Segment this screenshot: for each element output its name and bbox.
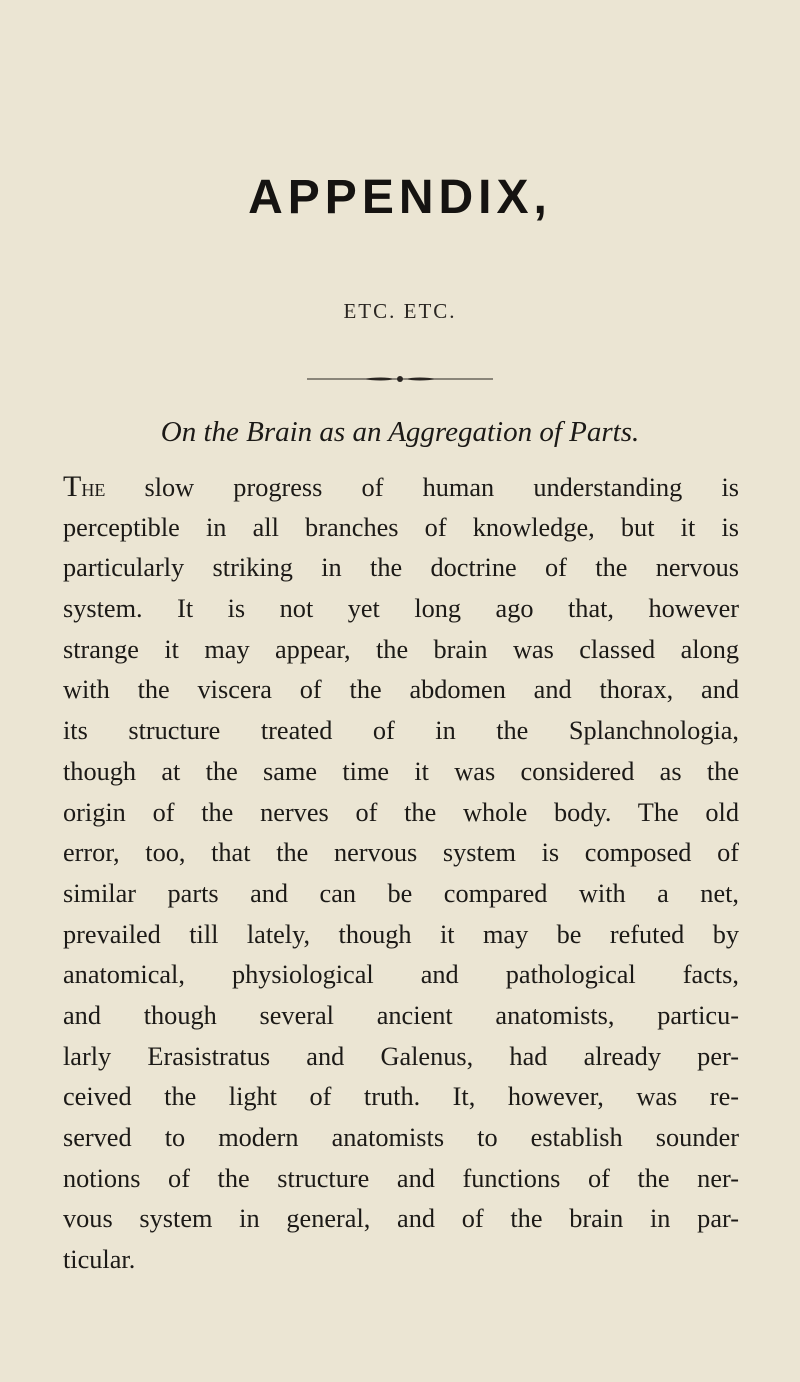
text-line: its structure treated of in the Splanchnologia, (63, 716, 739, 746)
text-line (63, 467, 739, 508)
text-line: anatomical, physiological and pathological facts, (63, 960, 739, 990)
text-line: perceptible in all branches of knowledge, but it is (63, 512, 739, 542)
line-text: slow progress of human understanding is (105, 473, 739, 502)
initial-letter: T (63, 470, 82, 503)
appendix-heading: APPENDIX, (248, 171, 552, 224)
text-line: strange it may appear, the brain was classed along (63, 634, 739, 664)
ornamental-rule-icon (307, 375, 493, 383)
text-line: and though several ancient anatomists, particu- (63, 1000, 739, 1030)
text-line: error, too, that the nervous system is composed of (63, 838, 739, 868)
text-line: system. It is not yet long ago that, however (63, 594, 739, 624)
text-line: with the viscera of the abdomen and thorax, and (63, 675, 739, 705)
first-word-rest: he (81, 473, 106, 502)
text-line: similar parts and can be compared with a net, (63, 878, 739, 908)
text-line: though at the same time it was considered as the (63, 756, 739, 786)
text-line: ceived the light of truth. It, however, was re- (63, 1082, 739, 1112)
text-line: served to modern anatomists to establish sounder (63, 1123, 739, 1152)
text-line: vous system in general, and of the brain in par- (63, 1204, 739, 1234)
etc-subheading: ETC. ETC. (343, 299, 457, 323)
text-line: particularly striking in the doctrine of the nervous (63, 553, 739, 583)
text-line: prevailed till lately, though it may be refuted by (63, 919, 739, 949)
body-paragraph (63, 467, 739, 1281)
text-line: notions of the structure and functions of the ner- (63, 1163, 739, 1193)
text-line: origin of the nerves of the whole body. The old (63, 797, 739, 827)
text-line: larly Erasistratus and Galenus, had already per- (63, 1041, 739, 1071)
section-title: On the Brain as an Aggregation of Parts. (160, 416, 640, 448)
text-line: ticular. (63, 1245, 136, 1275)
